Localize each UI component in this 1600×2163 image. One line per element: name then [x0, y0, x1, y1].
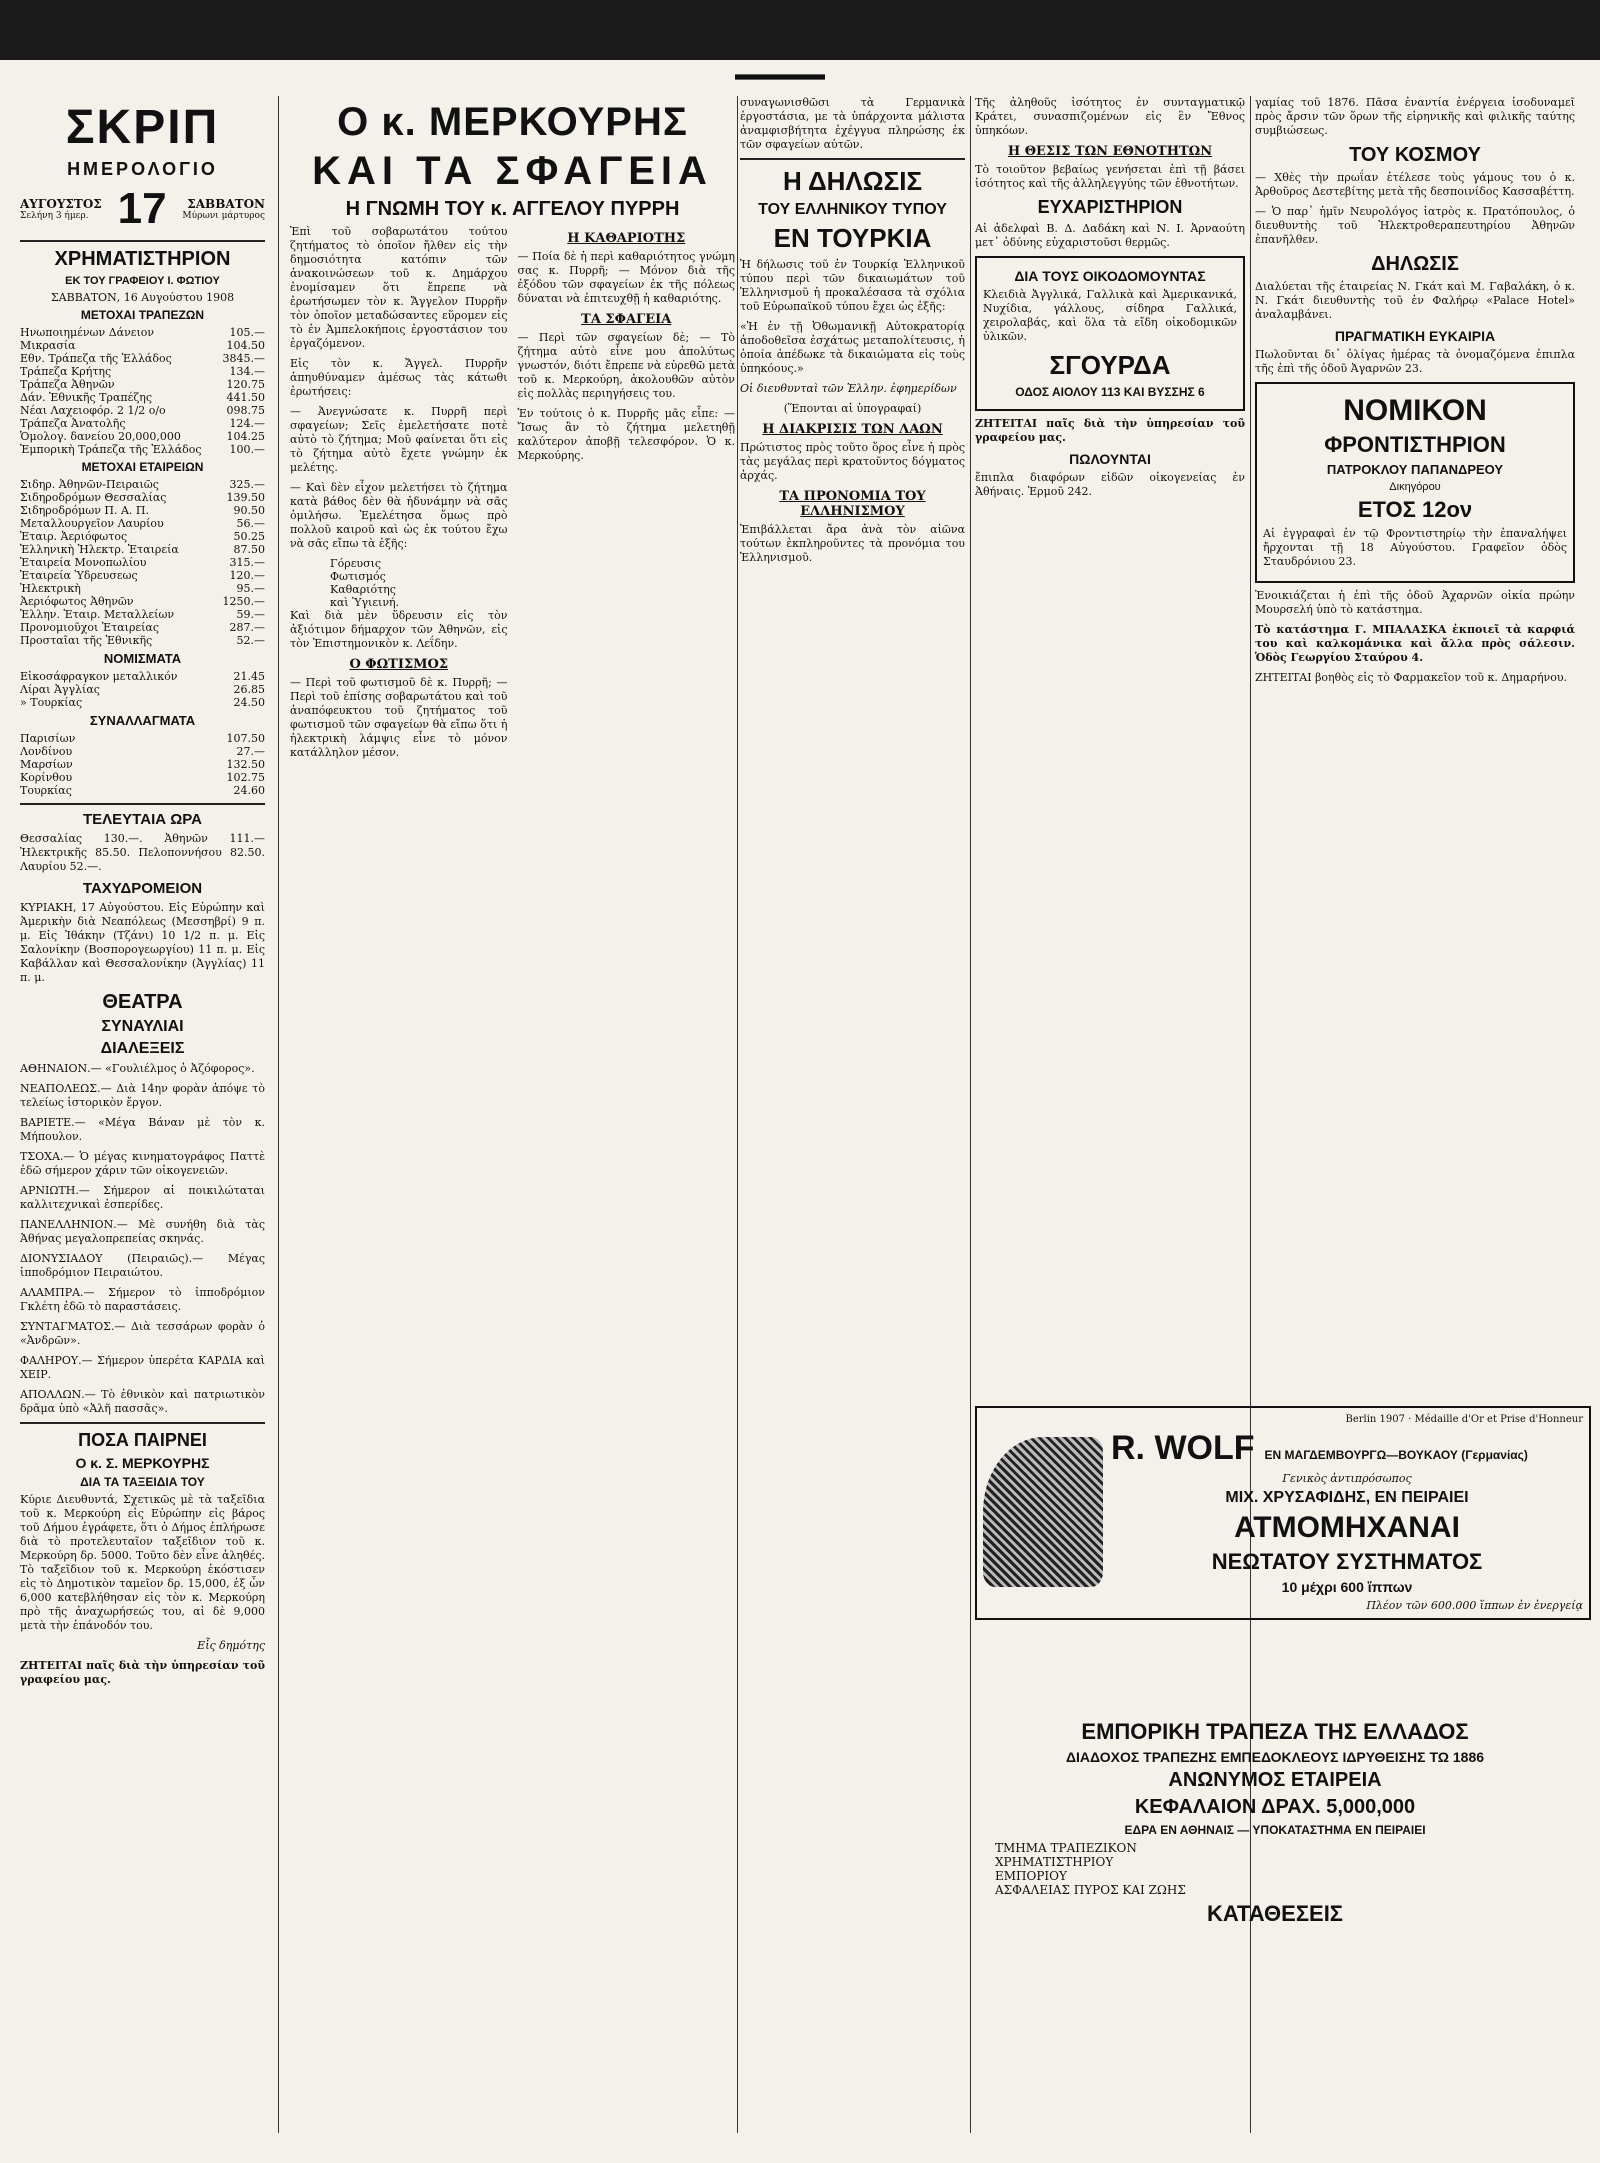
row-label: » Τουρκίας — [20, 696, 83, 709]
headline-line-3: Η ΓΝΩΜΗ ΤΟΥ κ. ΑΓΓΕΛΟΥ ΠΥΡΡΗ — [345, 198, 680, 220]
topic-list-item: καὶ Ὑγιεινή. — [330, 596, 400, 609]
row-label: Προσταῖαι τῆς Ἐθνικῆς — [20, 634, 153, 647]
row-label: Τράπεζα Ἀθηνῶν — [20, 378, 115, 391]
row-label: Ἑταιρεία Ὑδρευσεως — [20, 569, 138, 582]
column-rule — [970, 96, 971, 2133]
law-teacher-title: Δικηγόρου — [1389, 481, 1441, 493]
wolf-city: ΕΝ ΜΑΓΔΕΜΒΟΥΡΓΩ—ΒΟΥΚΑΟΥ (Γερμανίας) — [1264, 1448, 1528, 1462]
row-value: 50.25 — [233, 530, 265, 543]
table-row — [20, 556, 265, 569]
society-text: — Χθὲς τὴν πρωΐαν ἐτέλεσε τοὺς γάμους του ὁ κ. Ἀρθοῦρος Δεστεβίτης μετὰ τῆς δεσποινίδος Κασσαβέττη. — [1255, 171, 1575, 198]
divider — [740, 158, 965, 160]
row-label: Ἀεριόφωτος Ἀθηνῶν — [20, 595, 134, 608]
theatre-title: ΘΕΑΤΡΑ — [102, 991, 183, 1013]
row-label: Ηνωποιημένων Δάνειον — [20, 326, 155, 339]
row-label: Εἰκοσάφραγκον μεταλλικόν — [20, 670, 178, 683]
slaughterhouse-subhead: ΤΑ ΣΦΑΓΕΙΑ — [581, 312, 672, 327]
wolf-range: 10 μέχρι 600 ἵππων — [1281, 1579, 1413, 1595]
row-label: Λίραι Ἀγγλίας — [20, 683, 100, 696]
law-title-2: ΦΡΟΝΤΙΣΤΗΡΙΟΝ — [1324, 432, 1506, 457]
cleanliness-text: — Ποία δὲ ἡ περὶ καθαριότητος γνώμη σας κ. Πυρρῆ; — Μόνον διὰ τῆς ἐξόδου τῶν σφαγείων ἐκ τῆς πόλεως δύναται νὰ ἐπιτευχθῇ ἡ καθαριότης. — [517, 250, 735, 305]
table-row — [20, 339, 265, 352]
divider — [20, 803, 265, 805]
almanac-subtitle: ΗΜΕΡΟΛΟΓΙΟ — [67, 159, 218, 179]
how-much-signature: Εἷς δημότης — [197, 1639, 265, 1652]
theatre-item: ΝΕΑΠΟΛΕΩΣ.— Διὰ 14ην φορὰν ἀπόψε τὸ τελείως ἱστορικὸν ἔργον. — [20, 1082, 265, 1109]
law-school-ad — [1255, 382, 1575, 583]
declaration-headline-2: ΤΟΥ ΕΛΛΗΝΙΚΟΥ ΤΥΠΟΥ — [758, 201, 947, 218]
row-label: Σιδηρ. Ἀθηνῶν-Πειραιῶς — [20, 478, 159, 491]
law-year: ΕΤΟΣ 12ον — [1357, 497, 1473, 522]
theatre-item: ΦΑΛΗΡΟΥ.— Σήμερον ὑπερέτα ΚΑΡΔΙΑ καὶ ΧΕΙΡ. — [20, 1354, 265, 1381]
day-number: 17 — [117, 184, 167, 233]
table-row — [20, 745, 265, 758]
concerts-title: ΣΥΝΑΥΛΙΑΙ — [101, 1018, 184, 1035]
builders-ad — [975, 256, 1245, 411]
month: ΑΥΓΟΥΣΤΟΣ — [20, 197, 102, 211]
row-label: Ἑταιρ. Ἀεριόφωτος — [20, 530, 128, 543]
row-label: Σιδηροδρόμων Π. Α. Π. — [20, 504, 150, 517]
row-label: Μαρσίων — [20, 758, 73, 771]
row-label: Μικρασία — [20, 339, 76, 352]
topic-list — [290, 557, 508, 609]
date-box — [20, 184, 265, 234]
wolf-steam-engine-ad — [975, 1406, 1591, 1620]
privileges-subhead: ΤΑ ΠΡΟΝΟΜΙΑ ΤΟΥ ΕΛΛΗΝΙΣΜΟΥ — [779, 489, 926, 519]
society-text: — Ὁ παρ᾽ ἡμῖν Νευρολόγος ἰατρὸς κ. Πρατόπουλος, ὁ διευθυντὴς τοῦ Ἠλεκτροθεραπευτηρίου Ἀθηνῶν ἐπανῆλθεν. — [1255, 205, 1575, 246]
society-title: ΤΟΥ ΚΟΣΜΟΥ — [1349, 144, 1481, 166]
row-value: 287.— — [229, 621, 265, 634]
table-row — [20, 732, 265, 745]
theatre-item: ΤΣΟΧΑ.— Ὁ μέγας κινηματογράφος Παττὲ ἐδῶ σήμερον χάριν τῶν οἰκογενειῶν. — [20, 1150, 265, 1177]
column-rule — [278, 96, 279, 2133]
table-row — [20, 430, 265, 443]
privileges-text: Ἐπιβάλλεται ἄρα ἀνὰ τὸν αἰῶνα τούτων ἐκπληροῦντες τὰ προνόμια του Ἑλληνισμοῦ. — [740, 523, 965, 564]
row-value: 90.50 — [233, 504, 265, 517]
row-label: Ἑταιρεία Μονοπωλίου — [20, 556, 147, 569]
divider — [20, 1422, 265, 1424]
bank-capital: ΚΕΦΑΛΑΙΟΝ ΔΡΑΧ. 5,000,000 — [1134, 1796, 1416, 1818]
table-row — [20, 443, 265, 456]
notices-text: Διαλύεται τῆς ἑταιρείας Ν. Γκάτ καὶ Μ. Γαβαλάκη, ὁ κ. Ν. Γκάτ διευθυντὴς τοῦ ἐν Φαλήρῳ «Palace Hotel» ἀναλαμβάνει. — [1255, 280, 1575, 321]
row-value: 104.50 — [226, 339, 265, 352]
law-title: ΝΟΜΙΚΟΝ — [1343, 394, 1487, 427]
topic-list-item: Γόρευσις — [330, 557, 382, 570]
lighting-text: — Περὶ τοῦ φωτισμοῦ δὲ κ. Πυρρῆ; — Περὶ τοῦ ἐπίσης σοβαρωτάτου καὶ τοῦ ἀναπόφευκτου τοῦ ζητήματος τοῦ φωτισμοῦ τῶν σφαγείων θὰ εἴπω ὅτι ἡ ἡλεκτρικὴ λάμψις εἶνε τὸ μόνον κατάλληλον μέσον. — [290, 676, 508, 759]
row-value: 441.50 — [226, 391, 265, 404]
thanks-title: ΕΥΧΑΡΙΣΤΗΡΙΟΝ — [1037, 197, 1183, 217]
row-value: 3845.— — [222, 352, 265, 365]
row-value: 107.50 — [226, 732, 265, 745]
row-label: Τράπεζα Ἀνατολῆς — [20, 417, 126, 430]
topic-list-item: Φωτισμός — [330, 570, 386, 583]
for-sale-text: ἔπιπλα διαφόρων εἰδῶν οἰκογενείας ἐν Ἀθήναις. Ἐρμοῦ 242. — [975, 471, 1245, 498]
continued-text: γαμίας τοῦ 1876. Πᾶσα ἐναντία ἐνέργεια ἰσοδυναμεῖ πρὸς ἄρσιν τῶν ὅρων τῆς εἰρηνικῆς καὶ φιλικῆς ταύτης συμβιώσεως. — [1255, 96, 1575, 137]
row-value: 102.75 — [226, 771, 265, 784]
article-closing: Ἐν τούτοις ὁ κ. Πυρρῆς μᾶς εἶπε: — Ἴσως ἂν τὸ ζήτημα μελετηθῇ καλύτερον ἀποβῇ τελεσφόρον. Ὁ κ. Μερκούρης. — [517, 407, 735, 462]
wanted-notice: ΖΗΤΕΙΤΑΙ βοηθὸς εἰς τὸ Φαρμακεῖον τοῦ κ. Δημαρήνου. — [1255, 671, 1568, 684]
bank-company-type: ΑΝΩΝΥΜΟΣ ΕΤΑΙΡΕΙΑ — [1168, 1769, 1382, 1791]
row-label: Ἐμπορικὴ Τράπεζα τῆς Ἑλλάδος — [20, 443, 202, 456]
rent-text: Ἐνοικιάζεται ἡ ἐπὶ τῆς ὁδοῦ Ἀχαρνῶν οἰκία πρώην Μουρσελή ὑπὸ τὸ κατάστημα. — [1255, 589, 1575, 616]
table-row — [20, 391, 265, 404]
table-row — [20, 352, 265, 365]
table-row — [20, 569, 265, 582]
column-3 — [740, 96, 965, 2133]
row-label: Σιδηροδρόμων Θεσσαλίας — [20, 491, 167, 504]
row-value: 24.50 — [233, 696, 265, 709]
article-columns — [290, 225, 735, 766]
company-shares-title: ΜΕΤΟΧΑΙ ΕΤΑΙΡΕΙΩΝ — [81, 460, 204, 474]
table-row — [20, 595, 265, 608]
table-row — [20, 404, 265, 417]
column-rule — [737, 96, 738, 2133]
row-value: 098.75 — [226, 404, 265, 417]
declaration-signature: Οἱ διευθυνταὶ τῶν Ἑλλην. ἐφημερίδων — [740, 382, 957, 395]
row-value: 59.— — [236, 608, 265, 621]
table-row — [20, 530, 265, 543]
bank-seat: ΕΔΡΑ ΕΝ ΑΘΗΝΑΙΣ — ΥΠΟΚΑΤΑΣΤΗΜΑ ΕΝ ΠΕΙΡΑΙΕΙ — [1124, 1823, 1426, 1837]
row-value: 315.— — [229, 556, 265, 569]
theatre-item: ΔΙΟΝΥΣΙΑΔΟΥ (Πειραιῶς).— Μέγας ἱπποδρόμιον Πειραιώτου. — [20, 1252, 265, 1279]
law-teacher: ΠΑΤΡΟΚΛΟΥ ΠΑΠΑΝΔΡΕΟΥ — [1326, 462, 1504, 477]
row-label: Μεταλλουργεῖον Λαυρίου — [20, 517, 164, 530]
bank-department: ΤΜΗΜΑ ΤΡΑΠΕΖΙΚΟΝ — [995, 1841, 1137, 1855]
row-value: 134.— — [229, 365, 265, 378]
row-label: Ὁμολογ. δανείου 20,000,000 — [20, 430, 181, 443]
table-row — [20, 326, 265, 339]
row-value: 120.75 — [226, 378, 265, 391]
distinction-subhead: Η ΔΙΑΚΡΙΣΙΣ ΤΩΝ ΛΑΩΝ — [762, 422, 943, 437]
bank-shares-title: ΜΕΤΟΧΑΙ ΤΡΑΠΕΖΩΝ — [80, 308, 205, 322]
row-value: 100.— — [229, 443, 265, 456]
wolf-agent: ΜΙΧ. ΧΡΥΣΑΦΙΔΗΣ, ΕΝ ΠΕΙΡΑΙΕΙ — [1225, 1489, 1469, 1506]
theatre-item: ΑΛΑΜΠΡΑ.— Σήμερον τὸ ἱπποδρόμιον Γκλέτη ἐδῶ τὸ παραστάσεις. — [20, 1286, 265, 1313]
opportunity-title: ΠΡΑΓΜΑΤΙΚΗ ΕΥΚΑΙΡΙΑ — [1334, 328, 1496, 344]
wolf-brand: R. WOLF — [1111, 1429, 1255, 1467]
theatre-listings — [20, 1062, 265, 1416]
exchange-table — [20, 732, 265, 797]
masthead-ornament — [735, 64, 825, 90]
wolf-agent-label: Γενικὸς ἀντιπρόσωπος — [1282, 1472, 1412, 1485]
bank-deposits-title: ΚΑΤΑΘΕΣΕΙΣ — [1206, 1901, 1344, 1926]
wanted-notice: ΖΗΤΕΙΤΑΙ παῖς διὰ τὴν ὑπηρεσίαν τοῦ γραφείου μας. — [20, 1659, 265, 1686]
article-intro: Ἐπὶ τοῦ σοβαρωτάτου τούτου ζητήματος τὸ ὁποῖον ἤλθεν εἰς τὴν δημοσιότητα κατόπιν τῶν ἀνακοινώσεων τοῦ κ. Δημάρχου ἐνομίσαμεν ὅτι ἔπρεπε νὰ ἐρωτήσωμεν τὸν κ. Ἄγγελον Πυρρῆν τὸν ὁποῖον μεταδώσαντες εὕρομεν εἰς τὸ ἐν Ἀμπελοκήποις ἐργοστάσιον του ἐργαζόμενον. — [290, 225, 508, 350]
how-much-subtitle-2: ΔΙΑ ΤΑ ΤΑΞΕΙΔΙΑ ΤΟΥ — [80, 1475, 205, 1489]
bank-department: ΕΜΠΟΡΙΟΥ — [995, 1869, 1067, 1883]
distinction-text: Πρώτιστος πρὸς τοῦτο ὅρος εἶνε ἡ πρὸς τὰς μεγάλας περὶ κρατοῦντος δόγματος ἀρχάς. — [740, 441, 965, 482]
theatre-item: ΠΑΝΕΛΛΗΝΙΟΝ.— Μὲ συνήθη διὰ τὰς Ἀθήνας μεγαλοπρεπείας σκηνάς. — [20, 1218, 265, 1245]
theatre-item: ΒΑΡΙΕΤΕ.— «Μέγα Βάναν μὲ τὸν κ. Μήπουλον. — [20, 1116, 265, 1143]
moon-phase: Σελήνη 3 ήμερ. — [20, 211, 89, 221]
theatre-item: ΑΘΗΝΑΙΟΝ.— «Γουλιέλμος ὁ Ἀζόφορος». — [20, 1062, 255, 1075]
last-hour-text: Θεσσαλίας 130.—. Ἀθηνῶν 111.— Ἠλεκτρικῆς 85.50. Πελοποννήσου 82.50. Λαυρίου 52.—. — [20, 832, 265, 873]
row-label: Ἠλεκτρικὴ — [20, 582, 81, 595]
article-paragraph: — Καὶ δὲν εἶχον μελετήσει τὸ ζήτημα κατὰ βάθος δὲν θὰ ἠδυνάμην νὰ σᾶς ὁμιλήσω. Ἐμελέτησα ὅμως πρὸ πολλοῦ καιροῦ καὶ ὡς ἐκ τούτου ἔχω νὰ σᾶς εἴπω τὰ ἐξῆς: — [290, 481, 508, 550]
wolf-medal: Berlin 1907 · Médaille d'Or et Prise d'Honneur — [1345, 1414, 1583, 1425]
divider — [20, 240, 265, 242]
headline-line-2: ΚΑΙ ΤΑ ΣΦΑΓΕΙΑ — [312, 149, 713, 193]
bank-department: ΧΡΗΜΑΤΙΣΤΗΡΙΟΥ — [995, 1855, 1114, 1869]
last-hour-title: ΤΕΛΕΥΤΑΙΑ ΩΡΑ — [83, 811, 202, 828]
row-label: Εθν. Τράπεζα τῆς Ἑλλάδος — [20, 352, 172, 365]
declaration-signature-note: (Ἕπονται αἱ ὑπογραφαί) — [783, 402, 922, 415]
wolf-product-2: ΝΕΩΤΑΤΟΥ ΣΥΣΤΗΜΑΤΟΣ — [1211, 1549, 1483, 1574]
post-office-title: ΤΑΧΥΔΡΟΜΕΙΟΝ — [82, 880, 203, 897]
lighting-subhead: Ο ΦΩΤΙΣΜΟΣ — [349, 657, 449, 672]
row-value: 132.50 — [226, 758, 265, 771]
table-row — [20, 517, 265, 530]
wanted-notice: ΖΗΤΕΙΤΑΙ παῖς διὰ τὴν ὑπηρεσίαν τοῦ γραφείου μας. — [975, 417, 1245, 444]
table-row — [20, 608, 265, 621]
continued-text: συναγωνισθῶσι τὰ Γερμανικὰ ἐργοστάσια, με τὰ ὑπάρχοντα μάλιστα ἀναμφισβήτητα ἐχέγγυα πληρώσης ἐκ τῶν σφαγείων αὐτῶν. — [740, 96, 965, 151]
row-label: Δάν. Ἐθνικῆς Τραπέζης — [20, 391, 153, 404]
column-2 — [290, 96, 735, 2133]
row-label: Παρισίων — [20, 732, 76, 745]
company-shares-table — [20, 478, 265, 647]
lectures-title: ΔΙΑΛΕΞΕΙΣ — [100, 1040, 185, 1057]
weekday: ΣΑΒΒΑΤΟΝ — [187, 197, 265, 211]
table-row — [20, 365, 265, 378]
notices-title: ΔΗΛΩΣΙΣ — [1371, 253, 1459, 275]
table-row — [20, 634, 265, 647]
post-office-text: ΚΥΡΙΑΚΗ, 17 Αὐγούστου. Εἰς Εὐρώπην καὶ Ἀμερικὴν διὰ Νεαπόλεως (Μεσσηβρί) 9 π. μ. Εἰς Ἰθάκην (Τζάνι) 10 1/2 π. μ. Εἰς Σαλονίκην (Βοσπορογεωργίου) 11 π. μ. Εἰς Καβάλλαν καὶ Θεσσαλονίκην (Ἀγγλίας) 11 π. μ. — [20, 901, 265, 984]
bank-subtitle: ΔΙΑΔΟΧΟΣ ΤΡΑΠΕΖΗΣ ΕΜΠΕΔΟΚΛΕΟΥΣ ΙΔΡΥΘΕΙΣΗΣ ΤΩ 1886 — [1065, 1749, 1485, 1765]
row-label: Κορίνθου — [20, 771, 73, 784]
currency-table — [20, 670, 265, 709]
builders-title: ΔΙΑ ΤΟΥΣ ΟΙΚΟΔΟΜΟΥΝΤΑΣ — [1014, 268, 1206, 284]
slaughterhouse-text: — Περὶ τῶν σφαγείων δὲ; — Τὸ ζήτημα αὐτὸ εἶνε μου ἀπολύτως γνωστόν, διότι ἔπρεπε νὰ εὑρεθῶ μετὰ τοῦ κ. Μερκούρη, ἀκολουθῶν αὐτὸν εἰς πολλὰς περιηγήσεις του. — [517, 331, 735, 400]
saint-of-day: Μύρωνι μάρτυρος — [182, 211, 265, 221]
theatre-item: ΣΥΝΤΑΓΜΑΤΟΣ.— Διὰ τεσσάρων φορὰν ὁ «Ἀνδρῶν». — [20, 1320, 265, 1347]
row-label: Ἑλλην. Ἑταιρ. Μεταλλείων — [20, 608, 175, 621]
cleanliness-subhead: Η ΚΑΘΑΡΙΟΤΗΣ — [567, 231, 686, 246]
bank-title: ΕΜΠΟΡΙΚΗ ΤΡΑΠΕΖΑ ΤΗΣ ΕΛΛΑΔΟΣ — [1081, 1719, 1469, 1744]
table-row — [20, 771, 265, 784]
commercial-bank-ad — [975, 1715, 1575, 1931]
declaration-headline-1: Η ΔΗΛΩΣΙΣ — [782, 166, 923, 196]
row-label: Λονδίνου — [20, 745, 73, 758]
column-1 — [20, 96, 265, 2133]
stock-exchange-source: ΕΚ ΤΟΥ ΓΡΑΦΕΙΟΥ Ι. ΦΩΤΙΟΥ — [65, 275, 220, 287]
article-paragraph: Καὶ διὰ μὲν ὕδρευσιν εἰς τὸν ἀξιότιμον δήμαρχον τῶν Ἀθηνῶν, εἰς τὸν Ἐπιστημονικὸν κ. Λεΐδην. — [290, 609, 508, 650]
table-row — [20, 478, 265, 491]
article-paragraph: — Ἀνεγνώσατε κ. Πυρρῆ περὶ σφαγείων; Σεῖς ἐμελετήσατε ποτὲ αὐτὸ τὸ ζήτημα; Μοῦ φαίνεται ὅτι εἰς τὸ ζήτημα αὐτὸ ἔχετε γνώμην ἐκ μελέτης. — [290, 405, 508, 474]
opportunity-text: Πωλοῦνται δι᾽ ὀλίγας ἡμέρας τὰ ὀνομαζόμενα ἐπιπλα τῆς ἐπὶ τῆς ὁδοῦ Ἀγαρνῶν 23. — [1255, 348, 1575, 375]
table-row — [20, 758, 265, 771]
bank-departments — [975, 1841, 1575, 1897]
stock-exchange-title: ΧΡΗΜΑΤΙΣΤΗΡΙΟΝ — [54, 248, 231, 270]
bank-department: ΑΣΦΑΛΕΙΑΣ ΠΥΡΟΣ ΚΑΙ ΖΩΗΣ — [995, 1883, 1186, 1897]
declaration-headline-3: ΕΝ ΤΟΥΡΚΙΑ — [773, 223, 932, 253]
table-row — [20, 378, 265, 391]
table-row — [20, 670, 265, 683]
row-label: Νέαι Λαχειοφόρ. 2 1/2 ο/ο — [20, 404, 166, 417]
how-much-title: ΠΟΣΑ ΠΑΙΡΝΕΙ — [78, 1430, 207, 1450]
theatre-item: ΑΡΝΙΩΤΗ.— Σήμερον αἱ ποικιλώταται καλλιτεχνικαὶ ἐσπερίδες. — [20, 1184, 265, 1211]
currency-title: ΝΟΜΙΣΜΑΤΑ — [103, 651, 182, 666]
scanned-top-border — [0, 0, 1600, 60]
table-row — [20, 417, 265, 430]
declaration-text: «Ἡ ἐν τῇ Ὀθωμανικῇ Αὐτοκρατορίᾳ ἀποδοθεῖσα ἐσχάτως μεταπολίτευσις, ἡ ὁποία ἀπέδωκε τὰ δικαιώματα εἰς τοὺς ὑπηκόους.» — [740, 320, 965, 375]
row-value: 27.— — [236, 745, 265, 758]
continued-text: Τῆς ἀληθοῦς ἰσότητος ἐν συνταγματικῷ Κράτει, συνασπιζομένων εἰς ἓν Ἔθνος ὑπηκόων. — [975, 96, 1245, 137]
table-row — [20, 582, 265, 595]
row-value: 325.— — [229, 478, 265, 491]
exchange-title: ΣΥΝΑΛΛΑΓΜΑΤΑ — [89, 713, 196, 728]
table-row — [20, 504, 265, 517]
row-value: 104.25 — [226, 430, 265, 443]
table-row — [20, 683, 265, 696]
row-label: Πρoνομιοῦχοι Ἑταιρείας — [20, 621, 160, 634]
row-value: 105.— — [229, 326, 265, 339]
how-much-text: Κύριε Διευθυντά, Σχετικῶς μὲ τὰ ταξεῖδια τοῦ κ. Μερκούρη εἰς Εὐρώπην εἰς βάρος τοῦ Δήμου ἐγράφετε, ὅτι ὁ Δήμος ἐπλήρωσε διὰ τὸ προτελευταῖον ταξεῖδιον τοῦ κ. Μερκούρη δρ. 5000. Τοῦτο δὲν εἶνε ἀληθές. Τὸ ταξεῖδιον τοῦ κ. Μερκούρη ἐκόστισεν εἰς τὸ Δημοτικὸν ταμεῖον δρ. 15,000, ἐξ ὧν 6,000 κατεβλήθησαν εἰς τὸν κ. Μερκούρη πρὸ τῆς ἀναχωρήσεώς του, αἱ δὲ 9,000 μετὰ τὴν ἐπάνοδόν του. — [20, 1493, 265, 1632]
row-label: Τράπεζα Κρήτης — [20, 365, 112, 378]
law-text: Αἱ ἐγγραφαὶ ἐν τῷ Φροντιστηρίῳ τὴν ἐπαναλήψει ἤρχονται τῇ 18 Αὐγούστου. Γραφεῖον ὁδὸς Σταυδρόνιου 23. — [1263, 527, 1567, 568]
row-value: 24.60 — [233, 784, 265, 797]
headline-line-1: Ο κ. ΜΕΡΚΟΥΡΗΣ — [337, 100, 688, 144]
row-value: 124.— — [229, 417, 265, 430]
for-sale-title: ΠΩΛΟΥΝΤΑΙ — [1069, 451, 1151, 467]
shop-address: ΟΔΟΣ ΑΙΟΛΟΥ 113 ΚΑΙ ΒΥΣΣΗΣ 6 — [1015, 385, 1205, 399]
builders-text: Κλειδιὰ Ἀγγλικά, Γαλλικὰ καὶ Ἀμερικανικά, Νυχίδια, γάλλους, σίδηρα Γαλλικά, χειρολαβάς, καὶ ὅλα τὰ εἴδη οἰκοδομικῶν ὑλικῶν. — [983, 288, 1237, 343]
wolf-product: ΑΤΜΟΜΗΧΑΝΑΙ — [1234, 1511, 1460, 1544]
table-row — [20, 491, 265, 504]
row-value: 1250.— — [222, 595, 265, 608]
row-value: 56.— — [236, 517, 265, 530]
nationalities-text: Τὸ τοιοῦτον βεβαίως γενήσεται ἐπὶ τῇ βάσει ἰσότητος καὶ τῆς ἀλληλεγγύης τῶν ἐθνοτήτων. — [975, 163, 1245, 190]
shop-sale-text: Τὸ κατάστημα Γ. ΜΠΑΛΑΣΚΑ ἐκποιεῖ τὰ καρφιά του καὶ καλκομάνικα καὶ ἄλλα πρὸς σάλεσιν. Ὁδὸς Γεωργίου Σταύρου 4. — [1255, 623, 1575, 664]
table-row — [20, 784, 265, 797]
topic-list-item: Καθαριότης — [330, 583, 396, 596]
row-value: 52.— — [236, 634, 265, 647]
wolf-footer: Πλέον τῶν 600.000 ἵππων ἐν ἐνεργείᾳ — [1366, 1599, 1583, 1612]
article-paragraph: Εἰς τὸν κ. Ἄγγελ. Πυρρῆν ἀπηυθύναμεν ἀμέσως τὰς κάτωθι ἐρωτήσεις: — [290, 357, 508, 398]
nationalities-subhead: Η ΘΕΣΙΣ ΤΩΝ ΕΘΝΟΤΗΤΩΝ — [1007, 144, 1213, 159]
row-value: 120.— — [229, 569, 265, 582]
row-value: 26.85 — [233, 683, 265, 696]
thanks-text: Αἱ ἀδελφαὶ Β. Δ. Δαδάκη καὶ Ν. Ι. Ἀρναούτη μετ᾽ ὀδύνης εὐχαριστοῦσι θερμῶς. — [975, 222, 1245, 249]
table-row — [20, 621, 265, 634]
row-value: 87.50 — [233, 543, 265, 556]
row-value: 21.45 — [233, 670, 265, 683]
stock-date: ΣΑΒΒΑΤΟΝ, 16 Αυγούστου 1908 — [50, 291, 235, 304]
steam-engine-illustration — [983, 1437, 1103, 1587]
row-value: 95.— — [236, 582, 265, 595]
row-value: 139.50 — [226, 491, 265, 504]
table-row — [20, 696, 265, 709]
declaration-text: Ἡ δήλωσις τοῦ ἐν Τουρκίᾳ Ἑλληνικοῦ τύπου περὶ τῶν δικαιωμάτων τοῦ Ἑλληνισμοῦ ἡ προκαλέσασα τὰ σχόλια τοῦ Εὐρωπαϊκοῦ τύπου ἔχει ὡς ἑξῆς: — [740, 258, 965, 313]
theatre-item: ΑΠΟΛΛΩΝ.— Τὸ ἐθνικὸν καὶ πατριωτικὸν δρᾶμα ὑπὸ «Ἀλῆ πασσᾶς». — [20, 1388, 265, 1415]
paper-title: ΣΚΡΙΠ — [65, 101, 220, 154]
table-row — [20, 543, 265, 556]
bank-shares-table — [20, 326, 265, 456]
row-label: Τουρκίας — [20, 784, 72, 797]
shop-name: ΣΓΟΥΡΔΑ — [1049, 350, 1171, 380]
how-much-subtitle: Ο κ. Σ. ΜΕΡΚΟΥΡΗΣ — [75, 1455, 210, 1471]
row-label: Ἑλληνικὴ Ἠλεκτρ. Ἑταιρεία — [20, 543, 179, 556]
